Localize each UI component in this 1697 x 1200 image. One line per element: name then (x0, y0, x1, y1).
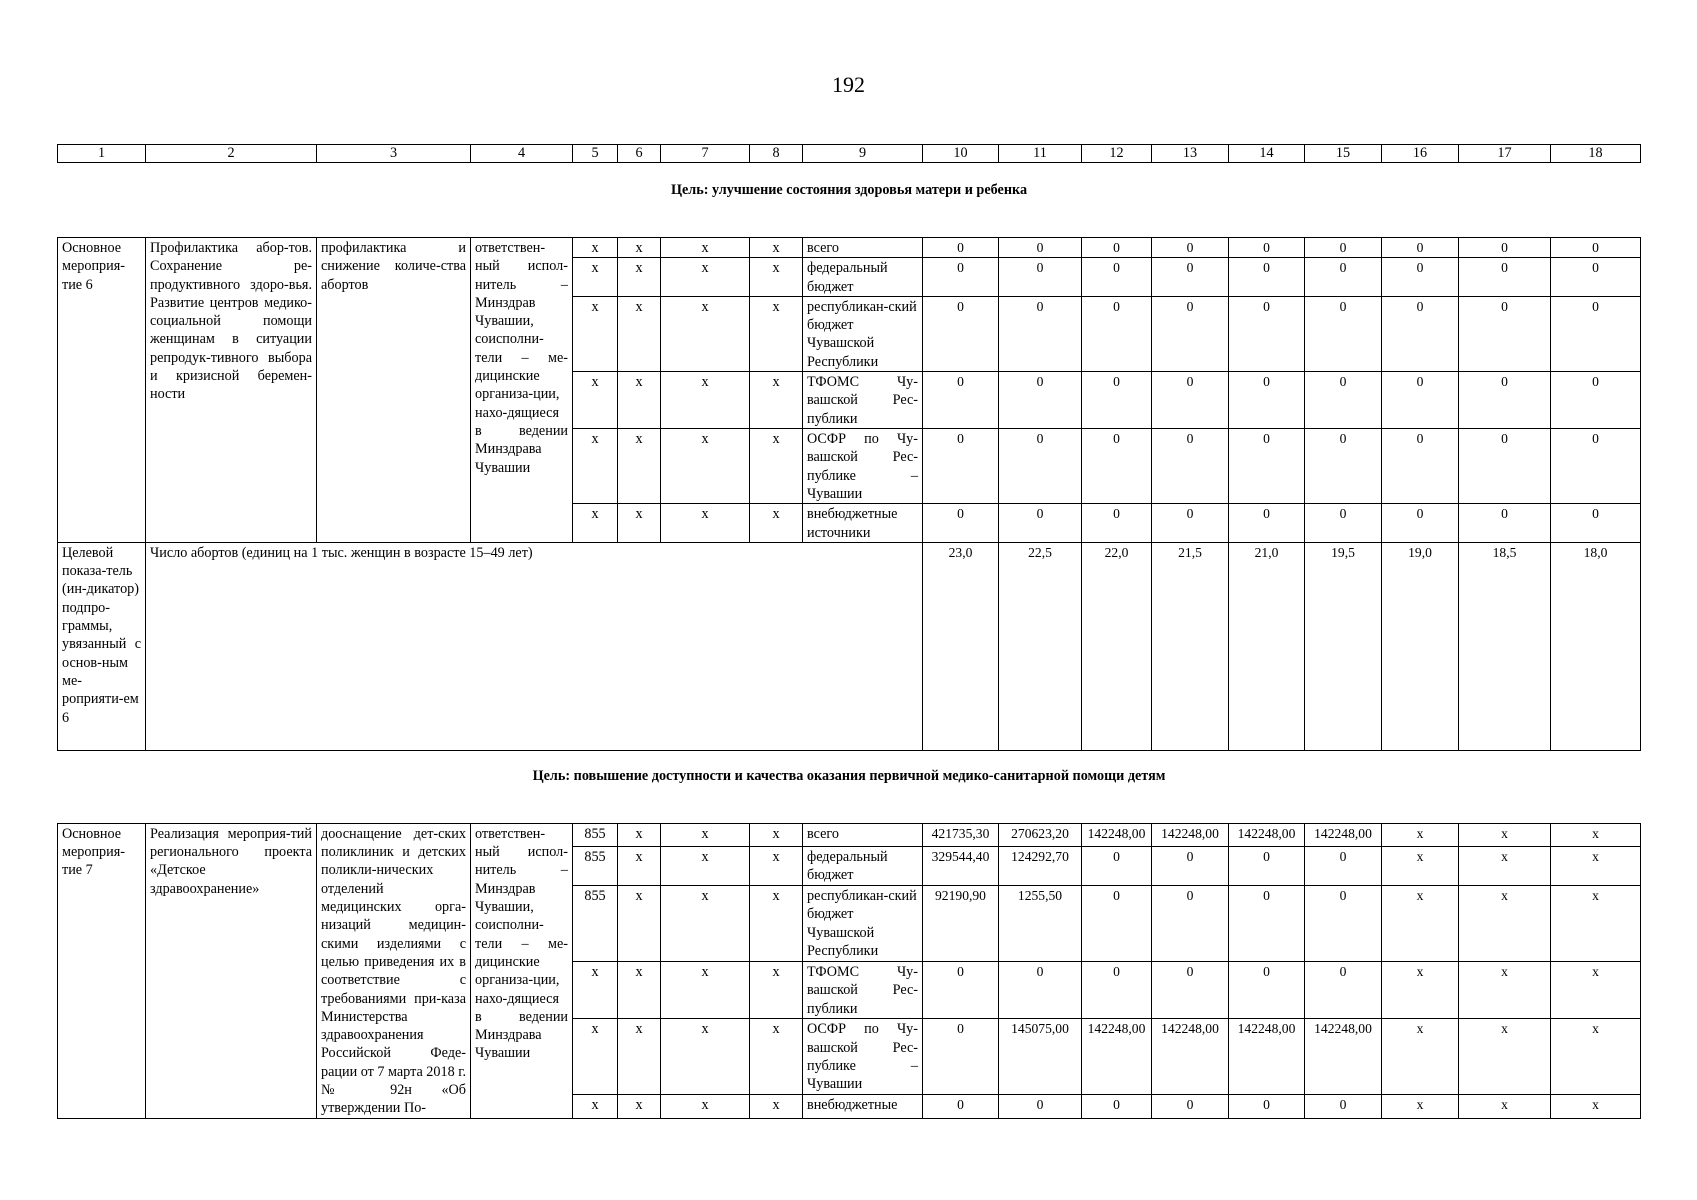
event-title: Реализация мероприя-тий регионального проекта «Детское здравоохранение» (146, 823, 317, 1118)
funding-value: х (1382, 886, 1459, 962)
column-number: 11 (999, 145, 1082, 163)
funding-value: х (1551, 886, 1641, 962)
funding-value: 0 (999, 504, 1082, 543)
funding-value: 0 (923, 1095, 999, 1118)
code-cell: х (573, 1019, 618, 1095)
event-title: Профилактика абор-тов. Сохранение ре-продуктивного здоро-вья. Развитие центров медико-социальной помощи женщинам в ситуации репродук-тивного выбора и кризисной беремен-ности (146, 238, 317, 543)
funding-value: 142248,00 (1305, 1019, 1382, 1095)
funding-source: федеральный бюджет (803, 847, 923, 886)
code-cell: х (750, 238, 803, 258)
funding-value: 0 (923, 296, 999, 371)
funding-value: 0 (999, 296, 1082, 371)
funding-value: 0 (1382, 372, 1459, 429)
column-number: 8 (750, 145, 803, 163)
funding-value: 0 (1082, 258, 1152, 297)
funding-value: 0 (923, 258, 999, 297)
column-number: 4 (471, 145, 573, 163)
event-result: профилактика и снижение количе-ства абортов (317, 238, 471, 543)
funding-value: 0 (1459, 504, 1551, 543)
funding-value: 0 (1152, 886, 1229, 962)
funding-value: 0 (1551, 258, 1641, 297)
funding-value: 0 (999, 429, 1082, 504)
funding-value: 0 (1152, 504, 1229, 543)
code-cell: 855 (573, 886, 618, 962)
column-number: 1 (58, 145, 146, 163)
indicator-value: 19,0 (1382, 542, 1459, 750)
event-6-block (58, 238, 1641, 543)
funding-value: х (1459, 961, 1551, 1019)
column-number: 16 (1382, 145, 1459, 163)
funding-value: 0 (1459, 372, 1551, 429)
column-number: 12 (1082, 145, 1152, 163)
funding-value: 0 (1551, 429, 1641, 504)
column-number: 14 (1229, 145, 1305, 163)
funding-value: х (1382, 1019, 1459, 1095)
event-result: дооснащение дет-ских поликлиник и детских поликли-нических отделений медицинских орга-низаций медицин-скими изделиями с целью приведения их в соответствие с требованиями при-каза Министерства здравоохранения Российской Феде-рации от 7 марта 2018 г. № 92н «Об утверждении По- (317, 823, 471, 1118)
funding-value: 0 (1152, 258, 1229, 297)
code-cell: х (750, 296, 803, 371)
funding-value: 0 (923, 504, 999, 543)
funding-value: 0 (1551, 296, 1641, 371)
indicator-text: Число абортов (единиц на 1 тыс. женщин в возрасте 15–49 лет) (146, 542, 923, 750)
funding-value: х (1459, 823, 1551, 846)
funding-value: х (1551, 823, 1641, 846)
funding-value: 142248,00 (1082, 1019, 1152, 1095)
funding-value: 0 (1305, 429, 1382, 504)
funding-value: 0 (1229, 1095, 1305, 1118)
code-cell: х (661, 504, 750, 543)
code-cell: 855 (573, 847, 618, 886)
funding-value: 0 (1082, 961, 1152, 1019)
event-name: Основное мероприя-тие 7 (58, 823, 146, 1118)
funding-value: 0 (1082, 1095, 1152, 1118)
funding-value: 0 (1459, 296, 1551, 371)
funding-value: х (1551, 1019, 1641, 1095)
column-number: 2 (146, 145, 317, 163)
code-cell: х (750, 504, 803, 543)
funding-value: 0 (1082, 296, 1152, 371)
code-cell: х (573, 258, 618, 297)
indicator-value: 18,0 (1551, 542, 1641, 750)
funding-value: 0 (1305, 296, 1382, 371)
column-number-row (58, 145, 1641, 163)
funding-value: 0 (1305, 504, 1382, 543)
funding-value: 0 (1082, 238, 1152, 258)
funding-value: 142248,00 (1152, 823, 1229, 846)
funding-value: 0 (1229, 886, 1305, 962)
funding-source: республикан-ский бюджет Чувашской Республики (803, 886, 923, 962)
code-cell: х (750, 961, 803, 1019)
indicator-value: 22,0 (1082, 542, 1152, 750)
funding-value: 0 (1305, 886, 1382, 962)
funding-source: республикан-ский бюджет Чувашской Республики (803, 296, 923, 371)
code-cell: х (661, 258, 750, 297)
funding-value: 0 (1229, 372, 1305, 429)
funding-value: 0 (1229, 258, 1305, 297)
column-number: 15 (1305, 145, 1382, 163)
code-cell: х (750, 886, 803, 962)
funding-value: 0 (1551, 372, 1641, 429)
funding-value: 0 (1082, 372, 1152, 429)
funding-value: х (1459, 1019, 1551, 1095)
funding-value: 0 (1152, 847, 1229, 886)
event-name: Основное мероприя-тие 6 (58, 238, 146, 543)
code-cell: х (750, 823, 803, 846)
code-cell: х (661, 961, 750, 1019)
funding-value: 0 (999, 258, 1082, 297)
funding-value: 145075,00 (999, 1019, 1082, 1095)
funding-value: 0 (1229, 961, 1305, 1019)
funding-value: 0 (1459, 238, 1551, 258)
event-executor: ответствен-ный испол-нитель – Минздрав Чувашии, соисполни-тели – ме-дицинские организа-ции, нахо-дящиеся в ведении Минздрава Чувашии (471, 238, 573, 543)
funding-value: 142248,00 (1152, 1019, 1229, 1095)
code-cell: х (618, 1095, 661, 1118)
funding-value: 0 (923, 238, 999, 258)
funding-source: ТФОМС Чу-вашской Рес-публики (803, 372, 923, 429)
code-cell: х (618, 847, 661, 886)
indicator-value: 21,5 (1152, 542, 1229, 750)
code-cell: х (573, 1095, 618, 1118)
code-cell: х (750, 847, 803, 886)
indicator-value: 21,0 (1229, 542, 1305, 750)
funding-row (58, 238, 1641, 258)
funding-value: 0 (1152, 1095, 1229, 1118)
code-cell: х (661, 238, 750, 258)
code-cell: х (661, 1019, 750, 1095)
code-cell: х (661, 886, 750, 962)
column-number: 5 (573, 145, 618, 163)
code-cell: х (618, 504, 661, 543)
funding-value: 0 (923, 429, 999, 504)
code-cell: х (750, 372, 803, 429)
indicator-value: 19,5 (1305, 542, 1382, 750)
code-cell: х (573, 238, 618, 258)
column-number: 13 (1152, 145, 1229, 163)
funding-source: всего (803, 823, 923, 846)
funding-value: х (1382, 823, 1459, 846)
code-cell: х (618, 823, 661, 846)
column-number: 10 (923, 145, 999, 163)
funding-value: 329544,40 (923, 847, 999, 886)
funding-value: х (1551, 961, 1641, 1019)
funding-value: х (1551, 847, 1641, 886)
code-cell: х (750, 258, 803, 297)
funding-value: х (1459, 886, 1551, 962)
funding-row (58, 823, 1641, 846)
goal-heading: Цель: улучшение состояния здоровья матери и ребенка (58, 163, 1641, 238)
funding-value: 0 (1152, 296, 1229, 371)
code-cell: х (573, 504, 618, 543)
code-cell: х (573, 429, 618, 504)
funding-value: 0 (1305, 847, 1382, 886)
column-number: 17 (1459, 145, 1551, 163)
code-cell: х (618, 238, 661, 258)
code-cell: х (618, 429, 661, 504)
column-number: 18 (1551, 145, 1641, 163)
funding-value: 0 (1459, 258, 1551, 297)
funding-value: 124292,70 (999, 847, 1082, 886)
funding-value: 0 (923, 372, 999, 429)
event-7-block (58, 823, 1641, 1118)
funding-value: х (1382, 961, 1459, 1019)
funding-value: 0 (1551, 504, 1641, 543)
code-cell: х (618, 372, 661, 429)
code-cell: 855 (573, 823, 618, 846)
funding-value: 0 (999, 238, 1082, 258)
code-cell: х (618, 258, 661, 297)
funding-value: х (1382, 847, 1459, 886)
funding-value: 0 (1305, 238, 1382, 258)
funding-value: 0 (1082, 847, 1152, 886)
code-cell: х (661, 372, 750, 429)
goal-heading: Цель: повышение доступности и качества оказания первичной медико-санитарной помощи детям (58, 750, 1641, 823)
funding-value: 0 (1229, 296, 1305, 371)
funding-value: 421735,30 (923, 823, 999, 846)
code-cell: х (573, 296, 618, 371)
funding-value: 0 (1305, 1095, 1382, 1118)
funding-source: внебюджетные источники (803, 504, 923, 543)
funding-value: 0 (1382, 429, 1459, 504)
funding-value: 0 (999, 961, 1082, 1019)
indicator-value: 18,5 (1459, 542, 1551, 750)
code-cell: х (661, 1095, 750, 1118)
code-cell: х (661, 429, 750, 504)
funding-source: ОСФР по Чу-вашской Рес-публике – Чувашии (803, 429, 923, 504)
code-cell: х (750, 1019, 803, 1095)
column-number: 7 (661, 145, 750, 163)
funding-value: 0 (1229, 429, 1305, 504)
funding-value: 0 (1152, 238, 1229, 258)
column-number: 3 (317, 145, 471, 163)
funding-value: 142248,00 (1229, 1019, 1305, 1095)
event-executor: ответствен-ный испол-нитель – Минздрав Чувашии, соисполни-тели – ме-дицинские организа-ции, нахо-дящиеся в ведении Минздрава Чувашии (471, 823, 573, 1118)
funding-value: 0 (999, 1095, 1082, 1118)
funding-value: 0 (1152, 961, 1229, 1019)
funding-value: 0 (1305, 372, 1382, 429)
funding-value: 92190,90 (923, 886, 999, 962)
funding-value: 0 (1229, 847, 1305, 886)
funding-value: 0 (1382, 258, 1459, 297)
code-cell: х (618, 296, 661, 371)
funding-value: 0 (1152, 429, 1229, 504)
funding-value: 0 (1551, 238, 1641, 258)
funding-source: ТФОМС Чу-вашской Рес-публики (803, 961, 923, 1019)
funding-value: 0 (999, 372, 1082, 429)
funding-value: х (1459, 847, 1551, 886)
funding-value: 0 (1459, 429, 1551, 504)
column-number: 9 (803, 145, 923, 163)
page-number: 192 (832, 72, 865, 97)
funding-value: 0 (1382, 296, 1459, 371)
funding-value: 0 (1082, 429, 1152, 504)
code-cell: х (750, 429, 803, 504)
funding-source: внебюджетные (803, 1095, 923, 1118)
funding-source: всего (803, 238, 923, 258)
funding-value: 0 (1382, 504, 1459, 543)
column-number: 6 (618, 145, 661, 163)
code-cell: х (661, 847, 750, 886)
indicator-row (58, 542, 1641, 750)
funding-value: 0 (1082, 504, 1152, 543)
funding-source: ОСФР по Чу-вашской Рес-публике – Чувашии (803, 1019, 923, 1095)
funding-value: 1255,50 (999, 886, 1082, 962)
code-cell: х (618, 1019, 661, 1095)
indicator-name: Целевой показа-тель (ин-дикатор) подпро-граммы, увязанный с основ-ным ме-роприяти-ем 6 (58, 542, 146, 750)
funding-value: 0 (1305, 258, 1382, 297)
funding-value: 0 (923, 1019, 999, 1095)
funding-value: 0 (923, 961, 999, 1019)
funding-value: 0 (1229, 504, 1305, 543)
funding-value: 270623,20 (999, 823, 1082, 846)
code-cell: х (618, 961, 661, 1019)
funding-value: 0 (1229, 238, 1305, 258)
funding-value: х (1382, 1095, 1459, 1118)
funding-value: 0 (1152, 372, 1229, 429)
funding-value: 0 (1382, 238, 1459, 258)
funding-value: х (1551, 1095, 1641, 1118)
funding-value: 0 (1305, 961, 1382, 1019)
funding-source: федеральный бюджет (803, 258, 923, 297)
indicator-value: 22,5 (999, 542, 1082, 750)
code-cell: х (618, 886, 661, 962)
funding-value: х (1459, 1095, 1551, 1118)
code-cell: х (573, 961, 618, 1019)
code-cell: х (661, 823, 750, 846)
code-cell: х (661, 296, 750, 371)
program-table-top (57, 144, 1641, 1119)
indicator-value: 23,0 (923, 542, 999, 750)
funding-value: 142248,00 (1082, 823, 1152, 846)
funding-value: 0 (1082, 886, 1152, 962)
code-cell: х (750, 1095, 803, 1118)
funding-value: 142248,00 (1229, 823, 1305, 846)
funding-value: 142248,00 (1305, 823, 1382, 846)
code-cell: х (573, 372, 618, 429)
